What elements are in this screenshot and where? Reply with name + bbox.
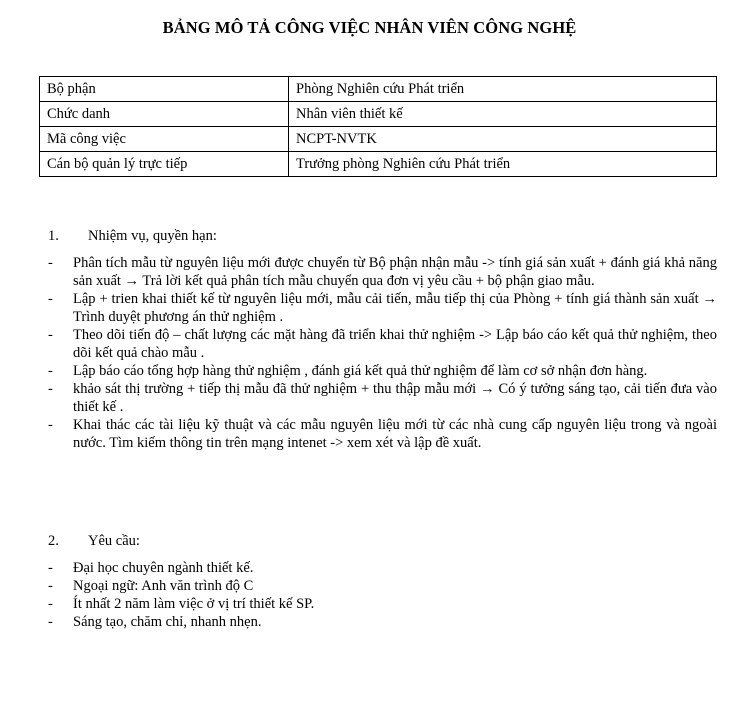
- table-cell-label: Cán bộ quản lý trực tiếp: [40, 152, 289, 177]
- list-item: [48, 254, 717, 290]
- list-item-text: Khai thác các tài liệu kỹ thuật và các mẫu nguyên liệu mới từ các nhà cung cấp nguyên liệu trong và ngoài nước. Tìm kiếm thông tin trên mạng intenet -> xem xét và lập đề xuất.: [73, 417, 717, 451]
- section-title: Yêu cầu:: [88, 533, 140, 549]
- list-item-text: Sáng tạo, chăm chỉ, nhanh nhẹn.: [73, 614, 262, 630]
- list-item: [48, 559, 717, 577]
- list-item-text: Ít nhất 2 năm làm việc ở vị trí thiết kế SP.: [73, 596, 315, 612]
- list-item-text: khảo sát thị trường + tiếp thị mẫu đã thử nghiệm + thu thập mẫu mới → Có ý tưởng sáng tạo, cải tiến đưa vào thiết kế .: [73, 381, 717, 415]
- bullet-dash: -: [48, 560, 53, 576]
- list-item-text: Lập báo cáo tổng hợp hàng thử nghiệm , đánh giá kết quả thử nghiệm để làm cơ sở nhận đơn hàng.: [73, 363, 648, 379]
- section-title: Nhiệm vụ, quyền hạn:: [88, 228, 217, 244]
- table-cell-value: NCPT-NVTK: [289, 127, 717, 152]
- bullet-dash: -: [48, 417, 53, 433]
- document-title: BẢNG MÔ TẢ CÔNG VIỆC NHÂN VIÊN CÔNG NGHỆ: [162, 18, 577, 37]
- duties-list: [48, 254, 717, 452]
- requirements-list: [48, 559, 717, 631]
- bullet-dash: -: [48, 596, 53, 612]
- list-item: [48, 595, 717, 613]
- list-item-text: Ngoại ngữ: Anh văn trình độ C: [73, 578, 254, 594]
- table-row-position: [40, 102, 717, 127]
- table-row-department: [40, 77, 717, 102]
- bullet-dash: -: [48, 327, 53, 343]
- list-item: [48, 613, 717, 631]
- list-item-text: Đại học chuyên ngành thiết kế.: [73, 560, 254, 576]
- table-cell-value: Phòng Nghiên cứu Phát triển: [289, 77, 717, 102]
- section-duties-heading: [48, 227, 217, 245]
- list-item-text: Lập + trien khai thiết kế từ nguyên liệu mới, mẫu cải tiến, mẫu tiếp thị của Phòng + tính giá thành sản xuất → Trình duyệt phương án thử nghiệm .: [73, 291, 717, 325]
- bullet-dash: -: [48, 381, 53, 397]
- bullet-dash: -: [48, 255, 53, 271]
- list-item-text: Theo dõi tiến độ – chất lượng các mặt hàng đã triển khai thử nghiệm -> Lập báo cáo kết quả thử nghiệm, theo dõi kết quả chào mẫu .: [73, 327, 717, 361]
- list-item: [48, 290, 717, 326]
- table-cell-value: Trưởng phòng Nghiên cứu Phát triển: [289, 152, 717, 177]
- list-item-text: Phân tích mẫu từ nguyên liệu mới được chuyển từ Bộ phận nhận mẫu -> tính giá sản xuất + đánh giá khả năng sản xuất → Trả lời kết quả phân tích mẫu chuyển qua đơn vị yêu cầu + bộ phận giao mẫu.: [73, 255, 717, 289]
- job-info-table: [39, 76, 717, 177]
- section-number: 2.: [48, 533, 59, 549]
- table-cell-label: Mã công việc: [40, 127, 289, 152]
- list-item: [48, 577, 717, 595]
- section-number: 1.: [48, 228, 59, 244]
- list-item: [48, 416, 717, 452]
- bullet-dash: -: [48, 291, 53, 307]
- table-cell-label: Chức danh: [40, 102, 289, 127]
- table-cell-value: Nhân viên thiết kế: [289, 102, 717, 127]
- list-item: [48, 380, 717, 416]
- list-item: [48, 326, 717, 362]
- list-item: [48, 362, 717, 380]
- table-cell-label: Bộ phận: [40, 77, 289, 102]
- bullet-dash: -: [48, 578, 53, 594]
- bullet-dash: -: [48, 363, 53, 379]
- bullet-dash: -: [48, 614, 53, 630]
- table-row-job-code: [40, 127, 717, 152]
- table-row-manager: [40, 152, 717, 177]
- section-requirements-heading: [48, 532, 140, 550]
